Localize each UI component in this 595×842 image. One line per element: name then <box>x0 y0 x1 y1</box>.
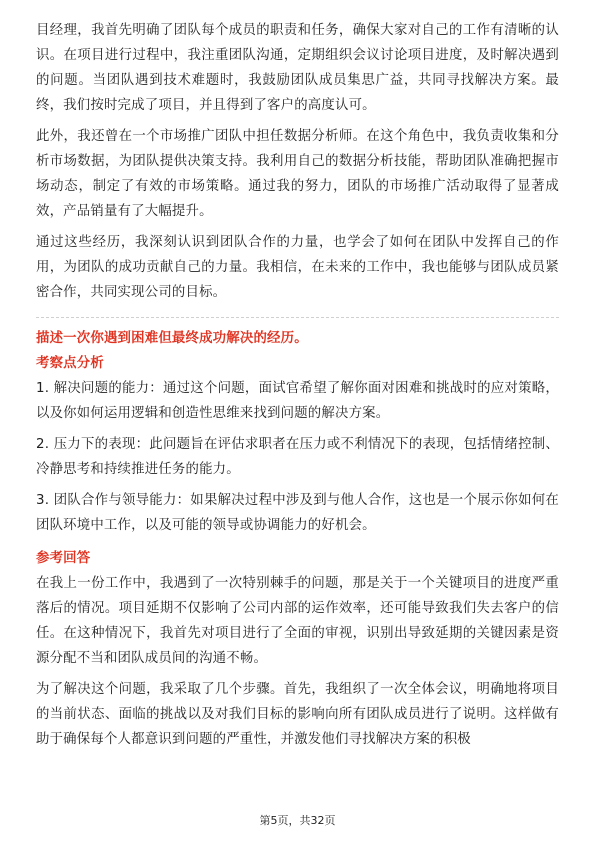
body-paragraph: 此外，我还曾在一个市场推广团队中担任数据分析师。在这个角色中，我负责收集和分析市场数据，为团队提供决策支持。我利用自己的数据分析技能，帮助团队准确把握市场动态，制定了有效的市场策略。通过我的努力，团队的市场推广活动取得了显著成效，产品销量有了大幅提升。 <box>36 129 559 219</box>
section-divider <box>36 317 559 318</box>
analysis-point: 2. 压力下的表现：此问题旨在评估求职者在压力或不利情况下的表现，包括情绪控制、冷静思考和持续推进任务的能力。 <box>36 437 559 477</box>
document-page <box>36 18 559 752</box>
reference-heading: 参考回答 <box>36 551 91 566</box>
reference-paragraph: 在我上一份工作中，我遇到了一次特别棘手的问题，那是关于一个关键项目的进度严重落后的情况。项目延期不仅影响了公司内部的运作效率，还可能导致我们失去客户的信任。在这种情况下，我首先对项目进行了全面的审视，识别出导致延期的关键因素是资源分配不当和团队成员间的沟通不畅。 <box>36 576 559 666</box>
analysis-heading: 考察点分析 <box>36 356 104 371</box>
reference-paragraph: 为了解决这个问题，我采取了几个步骤。首先，我组织了一次全体会议，明确地将项目的当前状态、面临的挑战以及对我们目标的影响向所有团队成员进行了说明。这样做有助于确保每个人都意识到问题的严重性，并激发他们寻找解决方案的积极 <box>36 682 559 747</box>
analysis-point: 1. 解决问题的能力：通过这个问题，面试官希望了解你面对困难和挑战时的应对策略，以及你如何运用逻辑和创造性思维来找到问题的解决方案。 <box>36 381 559 421</box>
body-paragraph: 通过这些经历，我深刻认识到团队合作的力量，也学会了如何在团队中发挥自己的作用，为团队的成功贡献自己的力量。我相信，在未来的工作中，我也能够与团队成员紧密合作，共同实现公司的目标。 <box>36 235 559 300</box>
interview-question: 描述一次你遇到困难但最终成功解决的经历。 <box>36 331 308 346</box>
page-number: 第5页，共32页 <box>259 814 336 827</box>
body-paragraph: 目经理，我首先明确了团队每个成员的职责和任务，确保大家对自己的工作有清晰的认识。在项目进行过程中，我注重团队沟通，定期组织会议讨论项目进度，及时解决遇到的问题。当团队遇到技术难题时，我鼓励团队成员集思广益，共同寻找解决方案。最终，我们按时完成了项目，并且得到了客户的高度认可。 <box>36 23 559 113</box>
analysis-point: 3. 团队合作与领导能力：如果解决过程中涉及到与他人合作，这也是一个展示你如何在团队环境中工作，以及可能的领导或协调能力的好机会。 <box>36 493 559 533</box>
